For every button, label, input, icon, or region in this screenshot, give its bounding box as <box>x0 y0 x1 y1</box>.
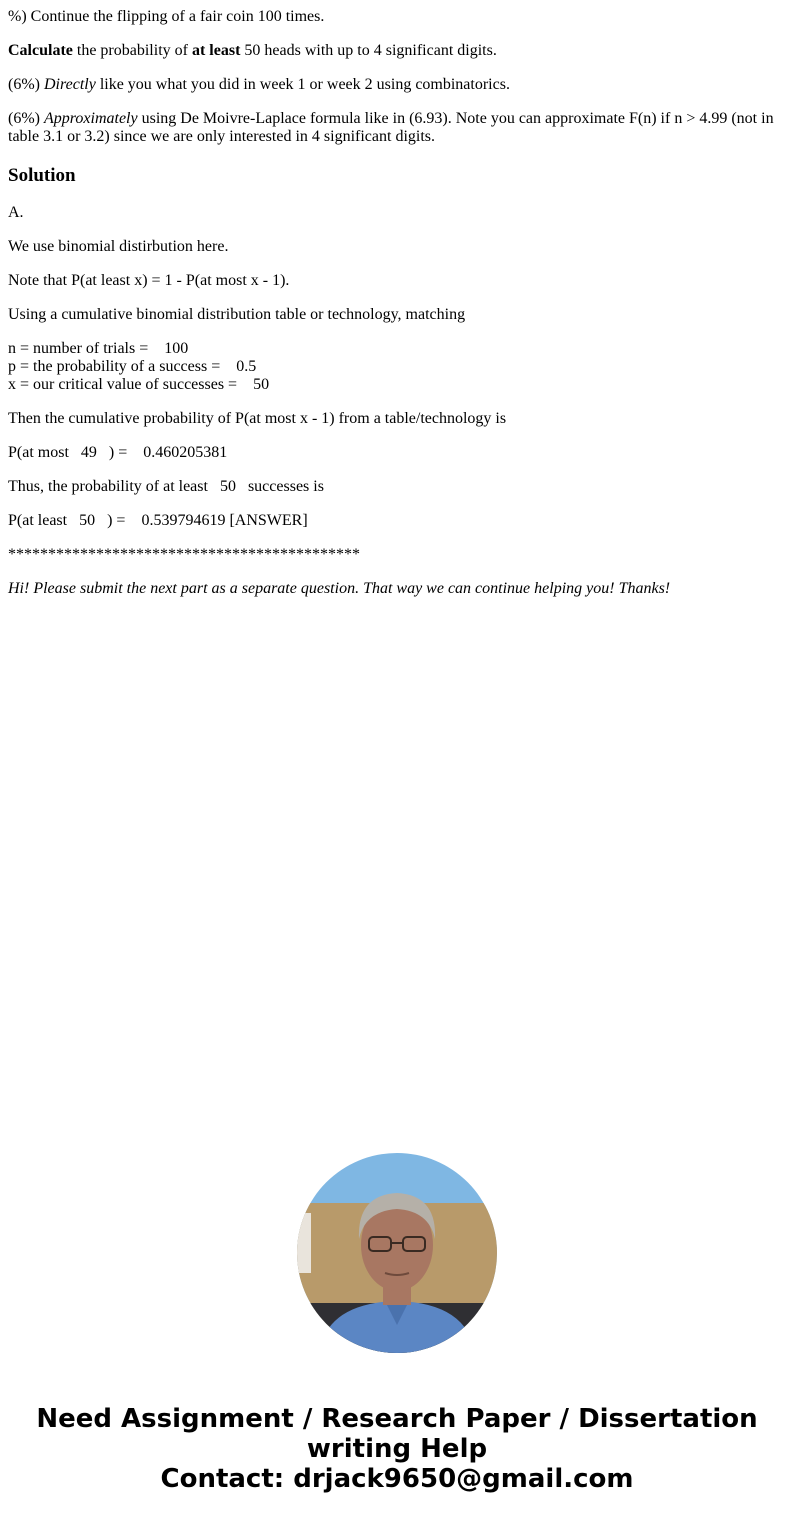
portrait-wall-panel <box>297 1213 311 1273</box>
separator-stars: ******************************************** <box>8 546 360 563</box>
author-avatar <box>297 1153 497 1353</box>
promo-line-2: writing Help <box>306 1434 488 1464</box>
question-intro: %) Continue the flipping of a fair coin 100 times. <box>8 8 325 25</box>
author-portrait-image <box>297 1153 497 1353</box>
question-calculate: Calculate the probability of at least 50 heads with up to 4 significant digits. <box>8 42 497 59</box>
approximately-emphasis: Approximately <box>43 110 138 127</box>
solution-heading: Solution <box>8 165 76 186</box>
at-least-emphasis: at least <box>191 42 241 59</box>
param-x: x = our critical value of successes = 50 <box>8 376 270 393</box>
solution-answer-line: P(at least 50 ) = 0.539794619 [ANSWER] <box>8 512 308 529</box>
document-body <box>8 8 786 614</box>
closing-note: Hi! Please submit the next part as a separate question. That way we can continue helping you! Thanks! <box>8 580 671 597</box>
directly-emphasis: Directly <box>43 76 96 93</box>
promo-banner <box>0 1404 794 1494</box>
at-most-value: 0.460205381 <box>143 444 228 461</box>
answer-tag: [ANSWER] <box>229 512 308 529</box>
param-n: n = number of trials = 100 <box>8 340 189 357</box>
solution-note-line: Note that P(at least x) = 1 - P(at most x - 1). <box>8 272 290 289</box>
param-p-value: 0.5 <box>236 358 257 375</box>
calculate-word: Calculate <box>8 42 73 59</box>
solution-using-line: Using a cumulative binomial distribution table or technology, matching <box>8 306 466 323</box>
question-part-direct: (6%) Directly like you what you did in week 1 or week 2 using combinatorics. <box>8 76 510 93</box>
param-x-value: 50 <box>253 376 270 393</box>
param-p: p = the probability of a success = 0.5 <box>8 358 257 375</box>
answer-value: 0.539794619 <box>141 512 226 529</box>
solution-part-label: A. <box>8 204 24 221</box>
promo-contact: Contact: drjack9650@gmail.com <box>160 1464 634 1494</box>
solution-thus-line: Thus, the probability of at least 50 successes is <box>8 478 324 495</box>
solution-then-line: Then the cumulative probability of P(at most x - 1) from a table/technology is <box>8 410 507 427</box>
solution-at-most-result: P(at most 49 ) = 0.460205381 <box>8 444 228 461</box>
solution-binomial-line: We use binomial distirbution here. <box>8 238 229 255</box>
solution-parameters <box>8 340 786 394</box>
question-part-approx: (6%) Approximately using De Moivre-Laplace formula like in (6.93). Note you can approximate F(n) if n > 4.99 (not in table 3.1 or 3.2) since we are only interested in 4 significant digits. <box>8 110 774 145</box>
promo-line-1: Need Assignment / Research Paper / Dissertation <box>36 1404 758 1434</box>
param-n-value: 100 <box>164 340 189 357</box>
